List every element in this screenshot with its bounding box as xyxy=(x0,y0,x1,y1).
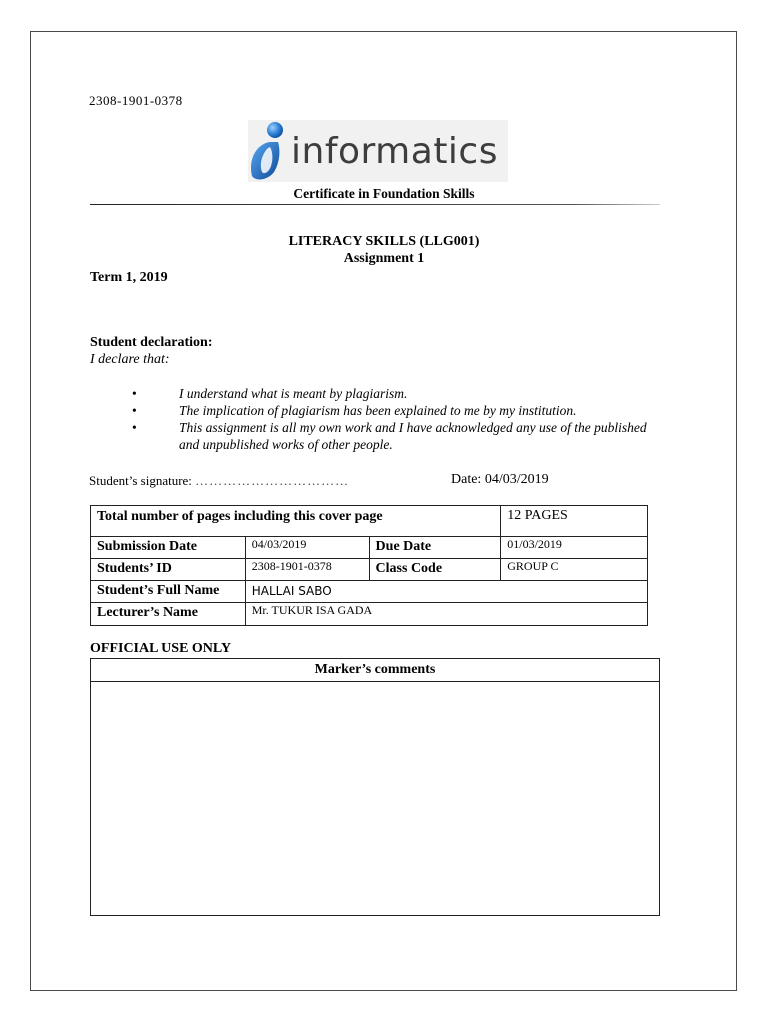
logo-i-icon xyxy=(248,120,292,182)
due-date-value: 01/03/2019 xyxy=(501,537,648,559)
submission-date-label: Submission Date xyxy=(91,537,246,559)
submission-date-value: 04/03/2019 xyxy=(245,537,369,559)
table-row xyxy=(91,537,648,559)
course-heading xyxy=(90,233,678,267)
table-row xyxy=(91,581,648,603)
signature-label: Student’s signature: xyxy=(89,473,192,488)
list-item xyxy=(132,419,652,453)
declaration-list xyxy=(132,385,652,453)
certificate-title: Certificate in Foundation Skills xyxy=(293,186,475,201)
total-pages-label: Total number of pages including this cover page xyxy=(91,506,501,537)
bullet-icon: • xyxy=(132,403,137,418)
class-code-label: Class Code xyxy=(369,559,501,581)
signature-line xyxy=(89,473,349,489)
declaration-item-text: I understand what is meant by plagiarism. xyxy=(179,386,408,401)
total-pages-value: 12 PAGES xyxy=(501,506,648,537)
term-label: Term 1, 2019 xyxy=(90,270,168,285)
declaration-title: Student declaration: xyxy=(90,335,213,350)
marker-comments-heading: Marker’s comments xyxy=(91,659,659,682)
full-name-label: Student’s Full Name xyxy=(91,581,246,603)
declaration-item-text: This assignment is all my own work and I have acknowledged any use of the published and unpublished works of other people. xyxy=(179,420,647,452)
course-title: LITERACY SKILLS (LLG001) xyxy=(288,234,480,249)
list-item xyxy=(132,385,652,402)
bullet-icon: • xyxy=(132,386,137,401)
student-id-value: 2308-1901-0378 xyxy=(245,559,369,581)
lecturer-name-label: Lecturer’s Name xyxy=(91,603,246,626)
marker-comments-box xyxy=(90,658,660,916)
list-item xyxy=(132,402,652,419)
assignment-info-table xyxy=(90,505,648,626)
class-code-value: GROUP C xyxy=(501,559,648,581)
official-use-title: OFFICIAL USE ONLY xyxy=(90,641,232,656)
declaration-item-text: The implication of plagiarism has been explained to me by my institution. xyxy=(179,403,577,418)
lecturer-name-value: Mr. TUKUR ISA GADA xyxy=(245,603,647,626)
signature-date: Date: 04/03/2019 xyxy=(451,472,549,487)
assignment-title: Assignment 1 xyxy=(343,251,425,266)
due-date-label: Due Date xyxy=(369,537,501,559)
student-id-label: Students’ ID xyxy=(91,559,246,581)
signature-dots: …………………………… xyxy=(195,473,350,488)
full-name-value: HALLAI SABO xyxy=(245,581,647,603)
table-row xyxy=(91,506,648,537)
declaration-intro: I declare that: xyxy=(90,352,170,367)
table-row xyxy=(91,603,648,626)
bullet-icon: • xyxy=(132,420,137,435)
header-divider xyxy=(90,204,660,205)
document-id: 2308-1901-0378 xyxy=(89,93,183,108)
logo-wordmark: informatics xyxy=(291,131,498,172)
table-row xyxy=(91,559,648,581)
informatics-logo xyxy=(248,120,508,182)
